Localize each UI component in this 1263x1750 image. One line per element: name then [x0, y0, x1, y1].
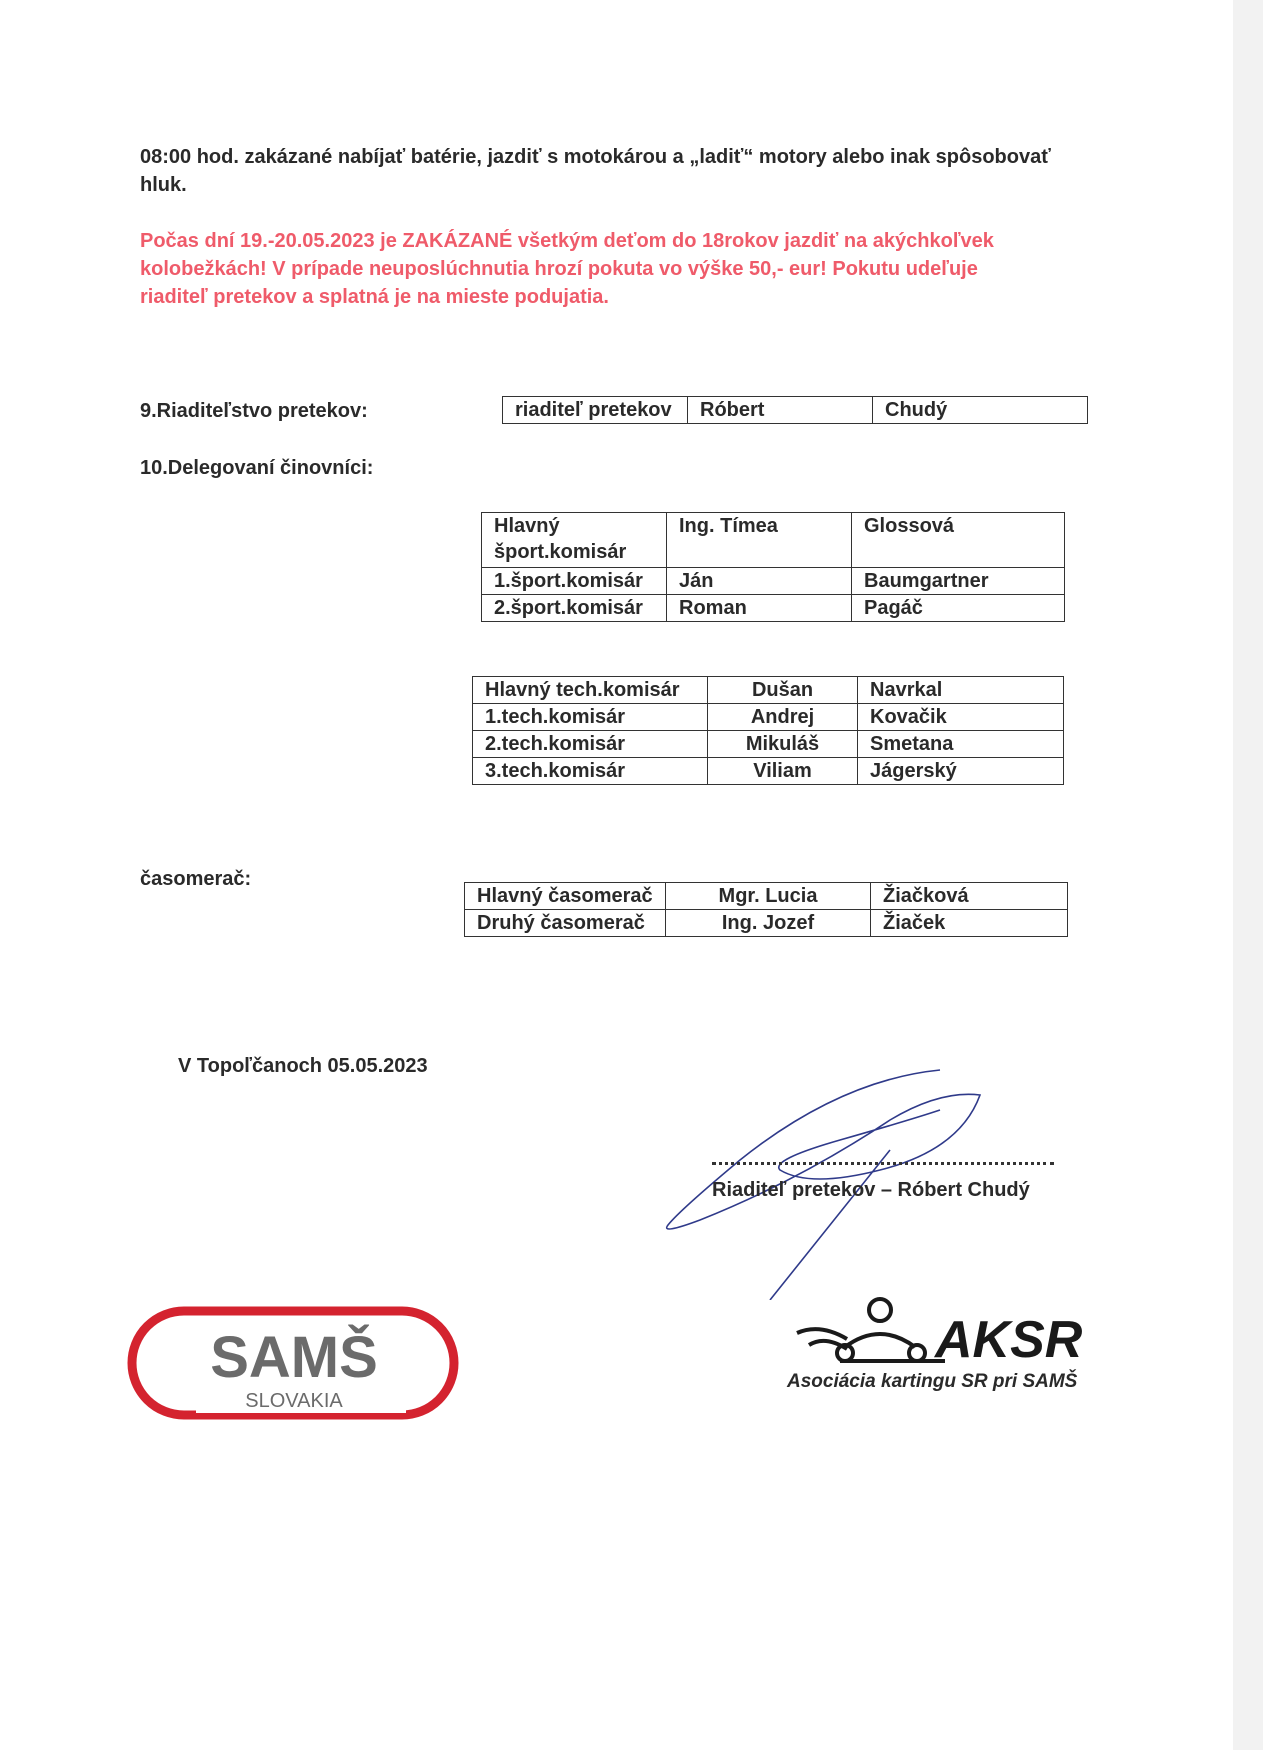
role-cell: Hlavný tech.komisár	[473, 677, 708, 704]
first-name-cell: Ing. Tímea	[667, 513, 852, 568]
last-name-cell: Kovačik	[858, 704, 1064, 731]
role-cell: Hlavný šport.komisár	[482, 513, 667, 568]
first-name-cell: Róbert	[688, 397, 873, 424]
table-row	[503, 397, 1088, 424]
last-name-cell: Navrkal	[858, 677, 1064, 704]
table-row	[473, 758, 1064, 785]
first-name-cell: Ján	[667, 568, 852, 595]
place-and-date: V Topoľčanoch 05.05.2023	[178, 1055, 428, 1077]
signature-line	[712, 1162, 1054, 1165]
sams-logo-subtext: SLOVAKIA	[245, 1390, 343, 1412]
table-row	[473, 677, 1064, 704]
aksr-logo	[785, 1285, 1135, 1375]
last-name-cell: Pagáč	[852, 595, 1065, 622]
scan-edge	[1233, 0, 1263, 1750]
race-director-table	[502, 396, 1088, 424]
role-cell: Druhý časomerač	[465, 910, 666, 937]
kart-driver-icon	[797, 1299, 945, 1361]
tech-commissioners-table	[472, 676, 1064, 785]
table-row	[473, 731, 1064, 758]
first-name-cell: Andrej	[708, 704, 858, 731]
last-name-cell: Žiačková	[871, 883, 1068, 910]
sams-logo	[126, 1305, 462, 1421]
last-name-cell: Jágerský	[858, 758, 1064, 785]
signature-caption: Riaditeľ pretekov – Róbert Chudý	[712, 1179, 1030, 1201]
role-cell: 2.tech.komisár	[473, 731, 708, 758]
aksr-logo-text: AKSR	[935, 1311, 1083, 1369]
last-name-cell: Smetana	[858, 731, 1064, 758]
first-name-cell: Dušan	[708, 677, 858, 704]
role-cell: 1.šport.komisár	[482, 568, 667, 595]
role-cell: Hlavný časomerač	[465, 883, 666, 910]
scooter-ban-warning: Počas dní 19.-20.05.2023 je ZAKÁZANÉ všetkým deťom do 18rokov jazdiť na akýchkoľvek kolobežkách! V prípade neuposlúchnutia hrozí pokuta vo výške 50,- eur! Pokutu udeľuje riaditeľ pretekov a splatná je na mieste podujatia.	[140, 230, 994, 308]
section-9-heading: 9.Riaditeľstvo pretekov:	[140, 400, 368, 422]
role-cell: riaditeľ pretekov	[503, 397, 688, 424]
section-10-heading: 10.Delegovaní činovníci:	[140, 457, 374, 479]
table-row	[482, 568, 1065, 595]
table-row	[465, 910, 1068, 937]
timekeepers-heading: časomerač:	[140, 868, 252, 890]
first-name-cell: Mgr. Lucia	[666, 883, 871, 910]
role-cell: 2.šport.komisár	[482, 595, 667, 622]
aksr-caption: Asociácia kartingu SR pri SAMŠ	[787, 1371, 1078, 1392]
table-row	[482, 513, 1065, 568]
sport-commissioners-table	[481, 512, 1065, 622]
last-name-cell: Baumgartner	[852, 568, 1065, 595]
first-name-cell: Viliam	[708, 758, 858, 785]
quiet-hours-text: 08:00 hod. zakázané nabíjať batérie, jazdiť s motokárou a „ladiť“ motory alebo inak spôsobovať hluk.	[140, 146, 1051, 196]
role-cell: 3.tech.komisár	[473, 758, 708, 785]
last-name-cell: Glossová	[852, 513, 1065, 568]
last-name-cell: Chudý	[873, 397, 1088, 424]
table-row	[473, 704, 1064, 731]
table-row	[465, 883, 1068, 910]
first-name-cell: Mikuláš	[708, 731, 858, 758]
first-name-cell: Roman	[667, 595, 852, 622]
timekeepers-table	[464, 882, 1068, 937]
sams-logo-text: SAMŠ	[210, 1325, 378, 1390]
last-name-cell: Žiaček	[871, 910, 1068, 937]
table-row	[482, 595, 1065, 622]
first-name-cell: Ing. Jozef	[666, 910, 871, 937]
role-cell: 1.tech.komisár	[473, 704, 708, 731]
